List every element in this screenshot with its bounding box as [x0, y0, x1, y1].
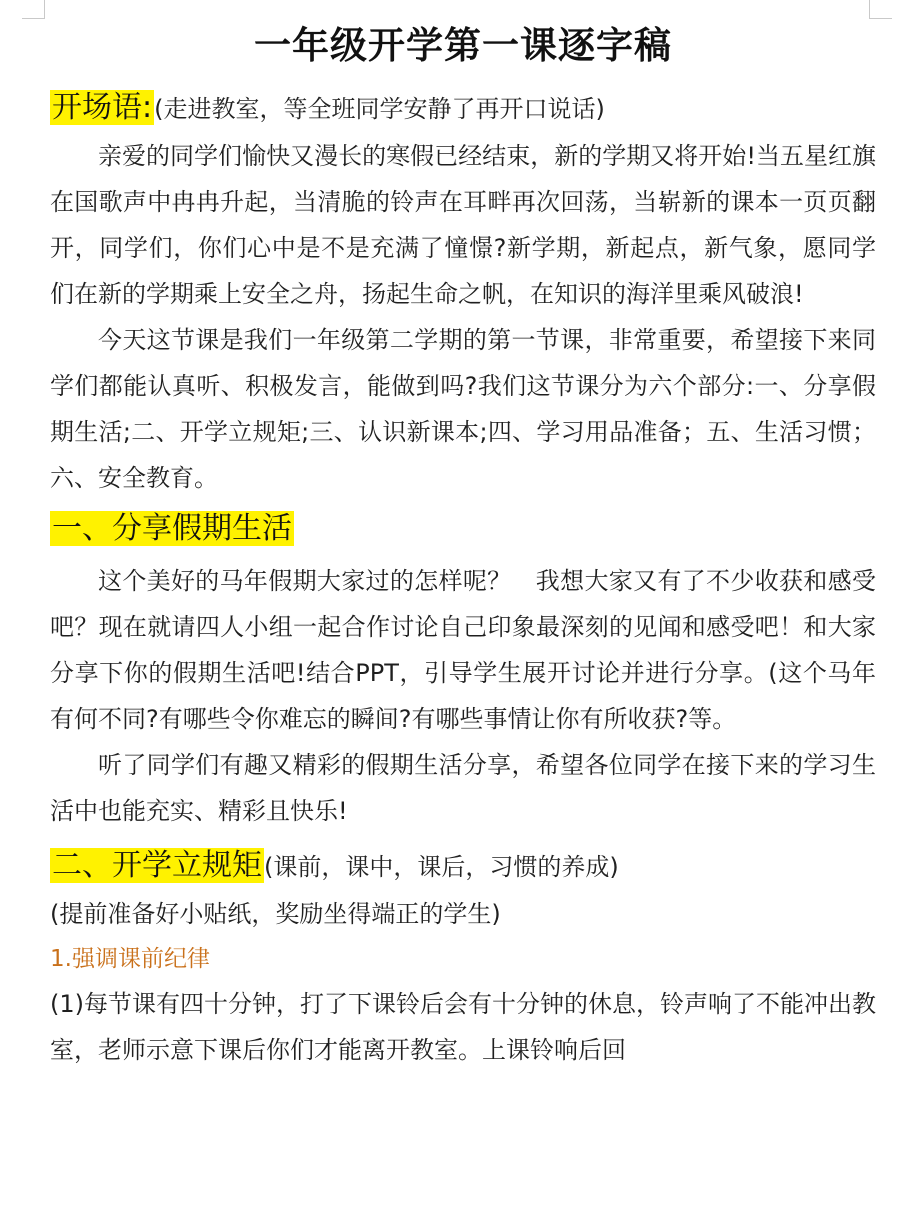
section1-heading — [50, 505, 876, 554]
section2-item-1: (1)每节课有四十分钟，打了下课铃后会有十分钟的休息，铃声响了不能冲出教室，老师示意下课后你们才能离开教室。上课铃响后回 — [50, 990, 876, 1064]
opening-note: (走进教室，等全班同学安静了再开口说话) — [154, 95, 605, 123]
opening-paragraph-1: 亲爱的同学们愉快又漫长的寒假已经结束，新的学期又将开始!当五星红旗在国歌声中冉冉升起，当清脆的铃声在耳畔再次回荡，当崭新的课本一页页翻开，同学们，你们心中是不是充满了憧憬?新学期，新起点，新气象，愿同学们在新的学期乘上安全之舟，扬起生命之帆，在知识的海洋里乘风破浪! — [50, 142, 876, 308]
opening-label: 开场语: — [52, 90, 153, 125]
section2-note: (课前，课中，课后，习惯的养成) — [264, 853, 619, 881]
opening-heading — [50, 84, 876, 133]
document-title: 一年级开学第一课逐字稿 — [254, 24, 672, 67]
section1-paragraph-1: 这个美好的马年假期大家过的怎样呢？ 我想大家又有了不少收获和感受吧？现在就请四人小组一起合作讨论自己印象最深刻的见闻和感受吧！和大家分享下你的假期生活吧!结合PPT，引导学生展开讨论并进行分享。(这个马年有何不同?有哪些令你难忘的瞬间?有哪些事情让你有所收获?等。 — [50, 567, 876, 733]
page-corner-mark-left — [22, 0, 45, 19]
section1-label: 一、分享假期生活 — [52, 511, 292, 546]
opening-paragraph-2: 今天这节课是我们一年级第二学期的第一节课，非常重要，希望接下来同学们都能认真听、积极发言，能做到吗?我们这节课分为六个部分:一、分享假期生活;二、开学立规矩;三、认识新课本;四、学习用品准备；五、生活习惯；六、安全教育。 — [50, 326, 876, 492]
page-corner-mark-right — [869, 0, 892, 19]
section1-paragraph-2: 听了同学们有趣又精彩的假期生活分享，希望各位同学在接下来的学习生活中也能充实、精彩且快乐! — [50, 751, 876, 825]
section2-subheading: 1.强调课前纪律 — [50, 946, 210, 972]
section2-prep-note: (提前准备好小贴纸，奖励坐得端正的学生) — [50, 900, 501, 928]
section2-label: 二、开学立规矩 — [52, 848, 262, 883]
document-body — [50, 18, 876, 1073]
section2-heading — [50, 842, 876, 891]
